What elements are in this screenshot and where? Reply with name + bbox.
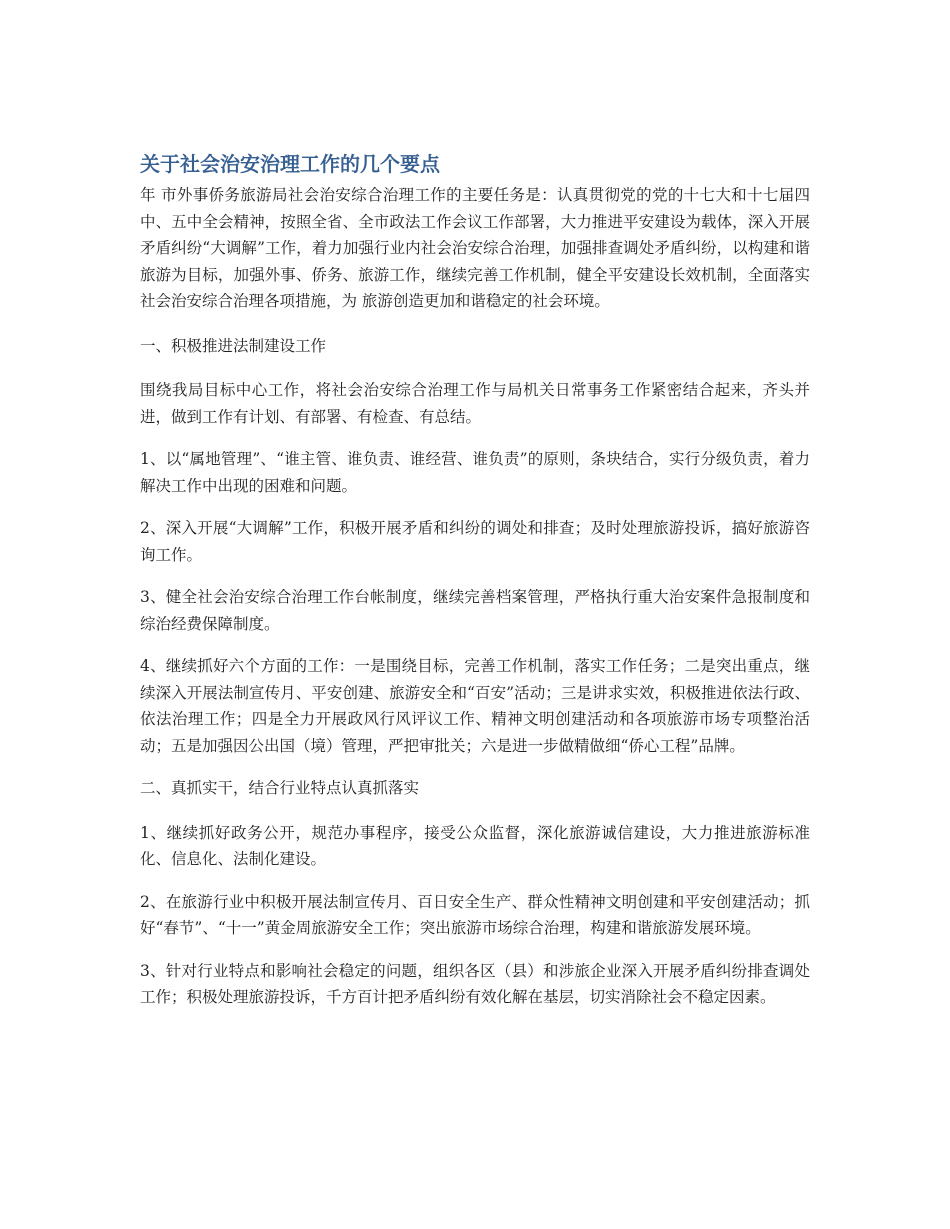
section-1-item: 1、以“属地管理”、“谁主管、谁负责、谁经营、谁负责”的原则，条块结合，实行分级负责，着力解决工作中出现的困难和问题。 [140, 450, 810, 495]
document-page [140, 150, 810, 1027]
section-2-item: 3、针对行业特点和影响社会稳定的问题，组织各区（县）和涉旅企业深入开展矛盾纠纷排查调处工作；积极处理旅游投诉，千方百计把矛盾纠纷有效化解在基层，切实消除社会不稳定因素。 [140, 961, 810, 1006]
section-2-heading: 二、真抓实干，结合行业特点认真抓落实 [140, 779, 420, 797]
section-2-item: 1、继续抓好政务公开，规范办事程序，接受公众监督，深化旅游诚信建设，大力推进旅游标准化、信息化、法制化建设。 [140, 823, 810, 868]
document-title: 关于社会治安治理工作的几个要点 [140, 152, 440, 176]
section-1-intro: 围绕我局目标中心工作，将社会治安综合治理工作与局机关日常事务工作紧密结合起来，齐头并进，做到工作有计划、有部署、有检查、有总结。 [140, 381, 810, 426]
section-2-item: 2、在旅游行业中积极开展法制宣传月、百日安全生产、群众性精神文明创建和平安创建活动；抓好“春节”、“十一”黄金周旅游安全工作；突出旅游市场综合治理，构建和谐旅游发展环境。 [140, 892, 810, 937]
section-1-item: 2、深入开展“大调解”工作，积极开展矛盾和纠纷的调处和排查；及时处理旅游投诉，搞好旅游咨询工作。 [140, 519, 810, 564]
section-1-heading: 一、积极推进法制建设工作 [140, 336, 327, 355]
intro-paragraph: 年 市外事侨务旅游局社会治安综合治理工作的主要任务是：认真贯彻党的党的十七大和十七届四中、五中全会精神，按照全省、全市政法工作会议工作部署，大力推进平安建设为载体，深入开展矛盾纠纷“大调解”工作，着力加强行业内社会治安综合治理，加强排查调处矛盾纠纷，以构建和谐旅游为目标，加强外事、侨务、旅游工作，继续完善工作机制，健全平安建设长效机制，全面落实社会治安综合治理各项措施，为 旅游创造更加和谐稳定的社会环境。 [140, 186, 810, 310]
section-1-item: 3、健全社会治安综合治理工作台帐制度，继续完善档案管理，严格执行重大治安案件急报制度和综治经费保障制度。 [140, 588, 810, 633]
section-1-item: 4、继续抓好六个方面的工作：一是围绕目标，完善工作机制，落实工作任务；二是突出重点，继续深入开展法制宣传月、平安创建、旅游安全和“百安”活动；三是讲求实效，积极推进依法行政、依法治理工作；四是全力开展政风行风评议工作、精神文明创建活动和各项旅游市场专项整治活动；五是加强因公出国（境）管理，严把审批关；六是进一步做精做细“侨心工程”品牌。 [140, 657, 810, 755]
